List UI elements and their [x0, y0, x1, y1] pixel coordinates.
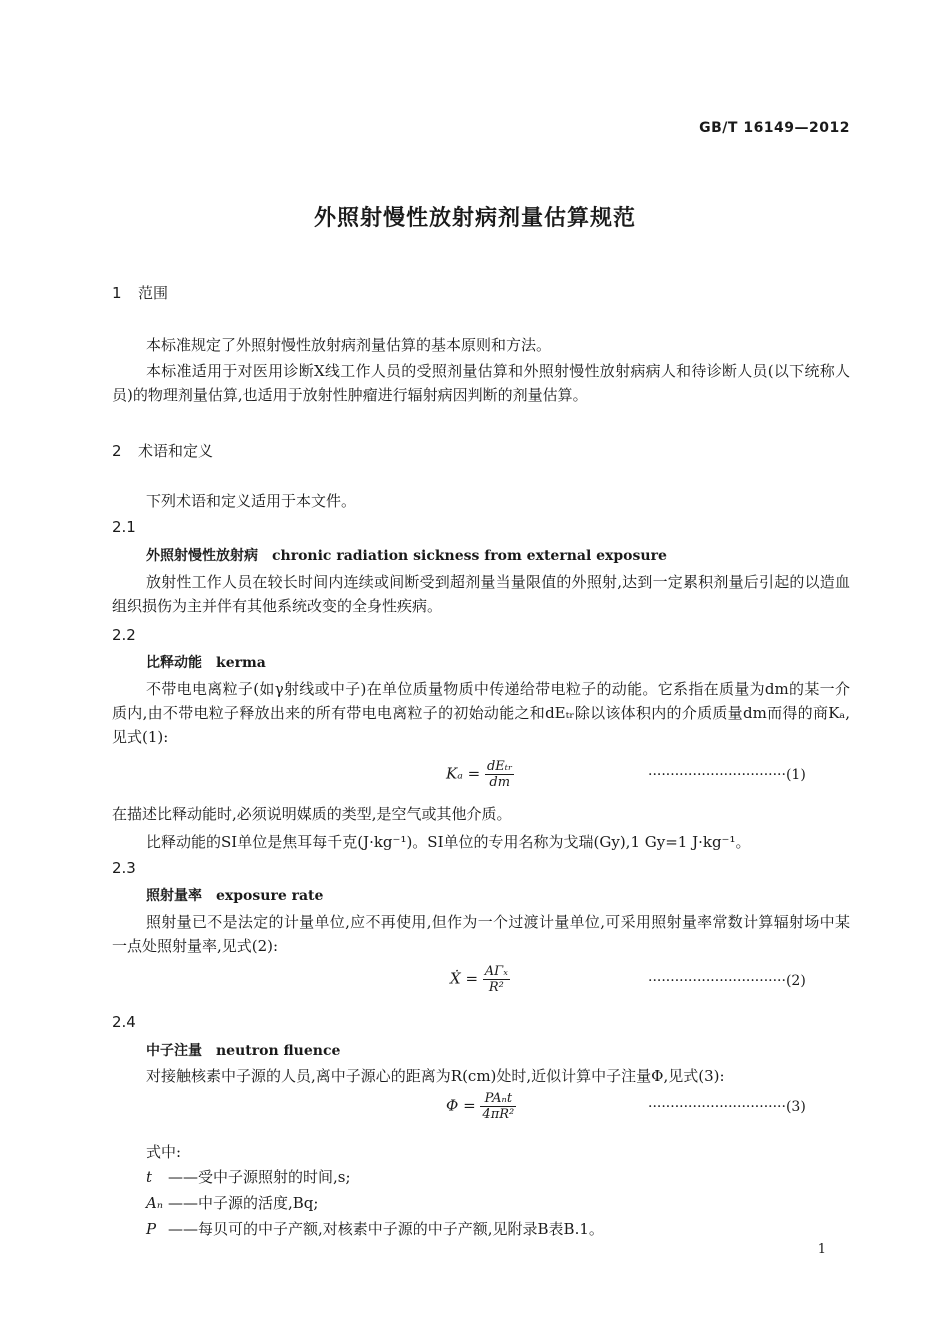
term-definition: 照射量已不是法定的计量单位,应不再使用,但作为一个过渡计量单位,可采用照射量率常数计算辐射场中某一点处照射量率,见式(2):	[112, 913, 850, 955]
leader-dots: ·······························	[648, 767, 786, 783]
equation-numerator: AΓₓ	[484, 964, 508, 979]
term-cn: 外照射慢性放射病	[146, 548, 258, 564]
paragraph: 下列术语和定义适用于本文件。	[146, 492, 357, 510]
doc-title: 外照射慢性放射病剂量估算规范	[313, 206, 636, 231]
equation-fraction	[483, 964, 510, 995]
equation-2: Ẋ = $\frac{\text{AΓₓ}}{\text{R²}}$	[450, 964, 508, 995]
variable-description: ——中子源的活度,Bq;	[168, 1194, 319, 1212]
equation-fraction	[485, 759, 515, 790]
equation-number: (3)	[785, 1099, 806, 1115]
equation-2-label	[648, 973, 806, 989]
leader-dots: ·······························	[648, 973, 786, 989]
term-en: neutron fluence	[216, 1043, 341, 1059]
paragraph: 本标准适用于对医用诊断X线工作人员的受照剂量估算和外照射慢性放射病病人和待诊断人员(以下统称人员)的物理剂量估算,也适用于放射性肿瘤进行辐射病因判断的剂量估算。	[112, 362, 850, 404]
term-heading	[146, 885, 323, 905]
term-definition: 不带电电离粒子(如γ射线或中子)在单位质量物质中传递给带电粒子的动能。它系指在质量为dm的某一介质内,由不带电粒子释放出来的所有带电电离粒子的初始动能之和dEₜᵣ除以该体积内的介质质量dm而得的商Kₐ,见式(1):	[112, 680, 850, 746]
paragraph: 比释动能的SI单位是焦耳每千克(J·kg⁻¹)。SI单位的专用名称为戈瑞(Gy),1 Gy=1 J·kg⁻¹。	[146, 833, 751, 851]
term-number: 2.4	[112, 1013, 136, 1031]
equation-lhs: Φ	[446, 1096, 459, 1115]
standard-code: GB/T 16149—2012	[699, 120, 850, 136]
leader-dots: ·······························	[648, 1099, 786, 1115]
equation-numerator: PAₙt	[480, 1091, 516, 1107]
equation-3: Φ = $\frac{\text{PAₙt}}{\text{4πR²}}$	[446, 1091, 515, 1122]
equation-denominator: 4πR²	[482, 1107, 515, 1122]
term-heading	[146, 652, 266, 672]
equation-lhs: Kₐ	[446, 764, 463, 783]
section-2-heading	[112, 440, 213, 461]
term-number: 2.3	[112, 859, 136, 877]
equation-denominator: dm	[489, 775, 511, 790]
term-number: 2.2	[112, 626, 136, 644]
variable-item	[146, 1192, 318, 1213]
where-label: 式中:	[146, 1143, 182, 1161]
variable-item	[146, 1166, 351, 1187]
section-title: 范围	[138, 284, 169, 302]
equation-lhs: Ẋ	[450, 969, 461, 988]
equation-1: Kₐ = $\frac{\text{dEₜᵣ}}{dm}$	[446, 759, 513, 790]
equation-number: (2)	[785, 973, 806, 989]
variable-item	[146, 1218, 604, 1239]
term-en: kerma	[216, 655, 266, 671]
term-number: 2.1	[112, 518, 136, 536]
paragraph: 本标准规定了外照射慢性放射病剂量估算的基本原则和方法。	[146, 336, 552, 354]
section-1-heading	[112, 282, 168, 303]
variable-description: ——每贝可的中子产额,对核素中子源的中子产额,见附录B表B.1。	[168, 1220, 604, 1238]
term-cn: 照射量率	[146, 888, 202, 904]
term-definition: 放射性工作人员在较长时间内连续或间断受到超剂量当量限值的外照射,达到一定累积剂量后引起的以造血组织损伤为主并伴有其他系统改变的全身性疾病。	[112, 573, 850, 615]
term-heading	[146, 545, 667, 565]
term-en: exposure rate	[216, 888, 324, 904]
term-cn: 比释动能	[146, 655, 202, 671]
equation-1-label	[648, 767, 806, 783]
equation-fraction	[480, 1091, 516, 1122]
term-en: chronic radiation sickness from external exposure	[272, 548, 667, 564]
equation-denominator: R²	[488, 980, 504, 995]
variable-symbol: P	[146, 1220, 157, 1238]
term-definition: 对接触核素中子源的人员,离中子源心的距离为R(cm)处时,近似计算中子注量Φ,见式(3):	[146, 1067, 725, 1085]
variable-description: ——受中子源照射的时间,s;	[168, 1168, 351, 1186]
section-title: 术语和定义	[138, 442, 214, 460]
variable-symbol: Aₙ	[146, 1194, 163, 1212]
variable-symbol: t	[146, 1168, 153, 1186]
equation-number: (1)	[785, 767, 806, 783]
page-number: 1	[817, 1242, 826, 1257]
section-number: 2	[112, 442, 122, 460]
term-cn: 中子注量	[146, 1043, 202, 1059]
term-heading	[146, 1040, 340, 1060]
equation-numerator: dEₜᵣ	[486, 759, 513, 774]
equation-3-label	[648, 1099, 806, 1115]
section-number: 1	[112, 284, 122, 302]
paragraph: 在描述比释动能时,必须说明媒质的类型,是空气或其他介质。	[112, 805, 512, 823]
